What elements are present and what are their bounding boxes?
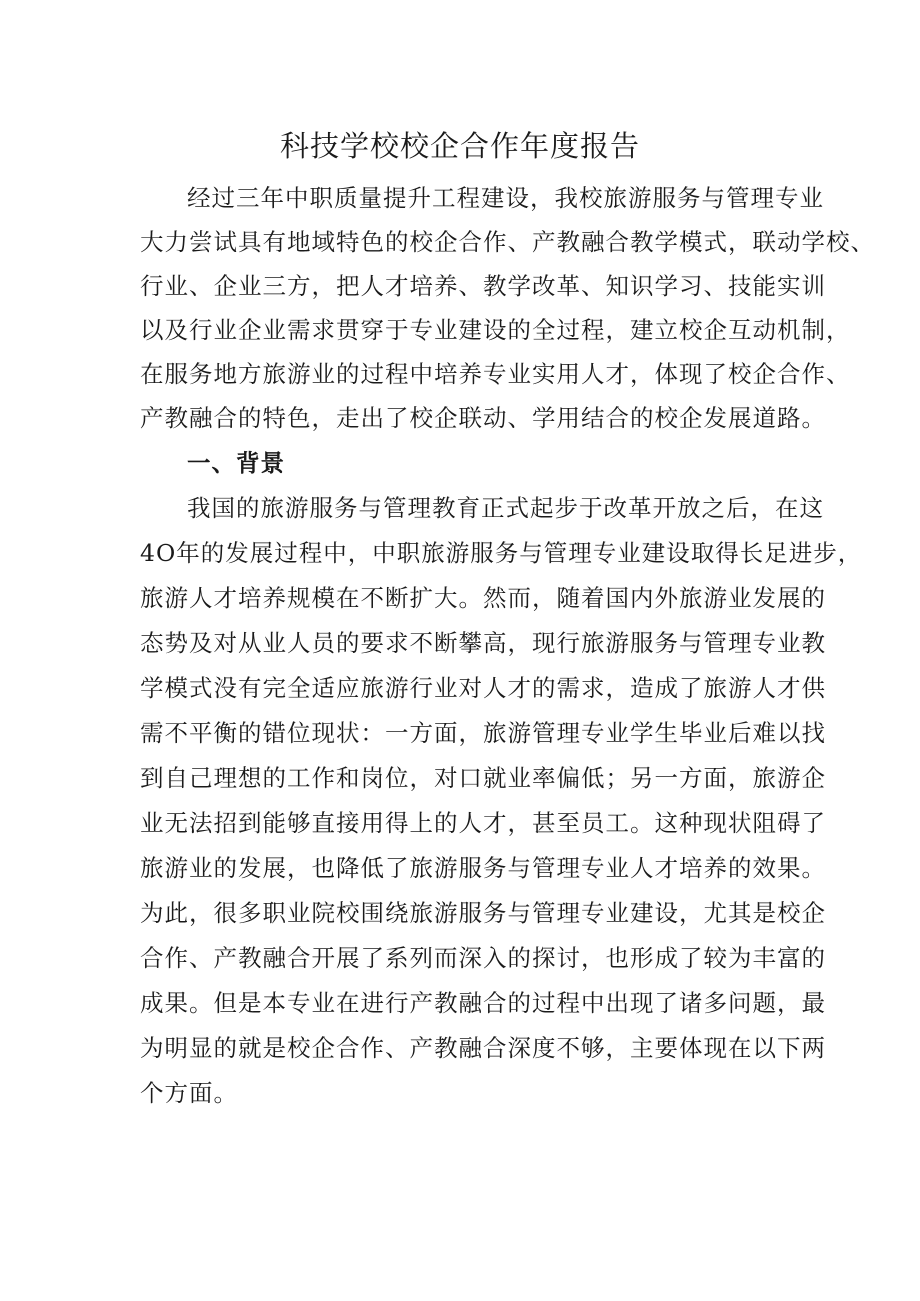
paragraph-2-line-3: 旅游人才培养规模在不断扩大。然而，随着国内外旅游业发展的 xyxy=(140,584,826,612)
paragraph-1-line-3: 行业、企业三方，把人才培养、教学改革、知识学习、技能实训 xyxy=(140,272,826,300)
paragraph-1-line-2: 大力尝试具有地域特色的校企合作、产教融合教学模式，联动学校、 xyxy=(140,228,875,256)
paragraph-2-line-11: 合作、产教融合开展了系列而深入的探讨，也形成了较为丰富的 xyxy=(140,944,826,972)
paragraph-2-line-5: 学模式没有完全适应旅游行业对人才的需求，造成了旅游人才供 xyxy=(140,674,826,702)
paragraph-2-line-14: 个方面。 xyxy=(140,1079,238,1107)
paragraph-2-line-1: 我国的旅游服务与管理教育正式起步于改革开放之后，在这 xyxy=(187,494,824,522)
section-heading: 一、背景 xyxy=(187,449,285,477)
paragraph-2-line-9: 旅游业的发展，也降低了旅游服务与管理专业人才培养的效果。 xyxy=(140,854,826,882)
paragraph-1-line-5: 在服务地方旅游业的过程中培养专业实用人才，体现了校企合作、 xyxy=(140,360,851,388)
paragraph-1-line-6: 产教融合的特色，走出了校企联动、学用结合的校企发展道路。 xyxy=(140,404,826,432)
paragraph-2-line-13: 为明显的就是校企合作、产教融合深度不够，主要体现在以下两 xyxy=(140,1034,826,1062)
paragraph-2-line-8: 业无法招到能够直接用得上的人才，甚至员工。这种现状阻碍了 xyxy=(140,809,826,837)
paragraph-2-line-12: 成果。但是本专业在进行产教融合的过程中出现了诸多问题，最 xyxy=(140,989,826,1017)
paragraph-1-line-1: 经过三年中职质量提升工程建设，我校旅游服务与管理专业 xyxy=(187,184,824,212)
paragraph-2-line-4: 态势及对从业人员的要求不断攀高，现行旅游服务与管理专业教 xyxy=(140,629,826,657)
paragraph-2-line-6: 需不平衡的错位现状：一方面，旅游管理专业学生毕业后难以找 xyxy=(140,719,826,747)
paragraph-2-line-2: 4O年的发展过程中，中职旅游服务与管理专业建设取得长足进步， xyxy=(140,539,863,567)
paragraph-2-line-7: 到自己理想的工作和岗位，对口就业率偏低；另一方面，旅游企 xyxy=(140,764,826,792)
paragraph-1-line-4: 以及行业企业需求贯穿于专业建设的全过程，建立校企互动机制， xyxy=(140,316,851,344)
paragraph-2-line-10: 为此，很多职业院校围绕旅游服务与管理专业建设，尤其是校企 xyxy=(140,899,826,927)
document-title: 科技学校校企合作年度报告 xyxy=(279,129,640,163)
